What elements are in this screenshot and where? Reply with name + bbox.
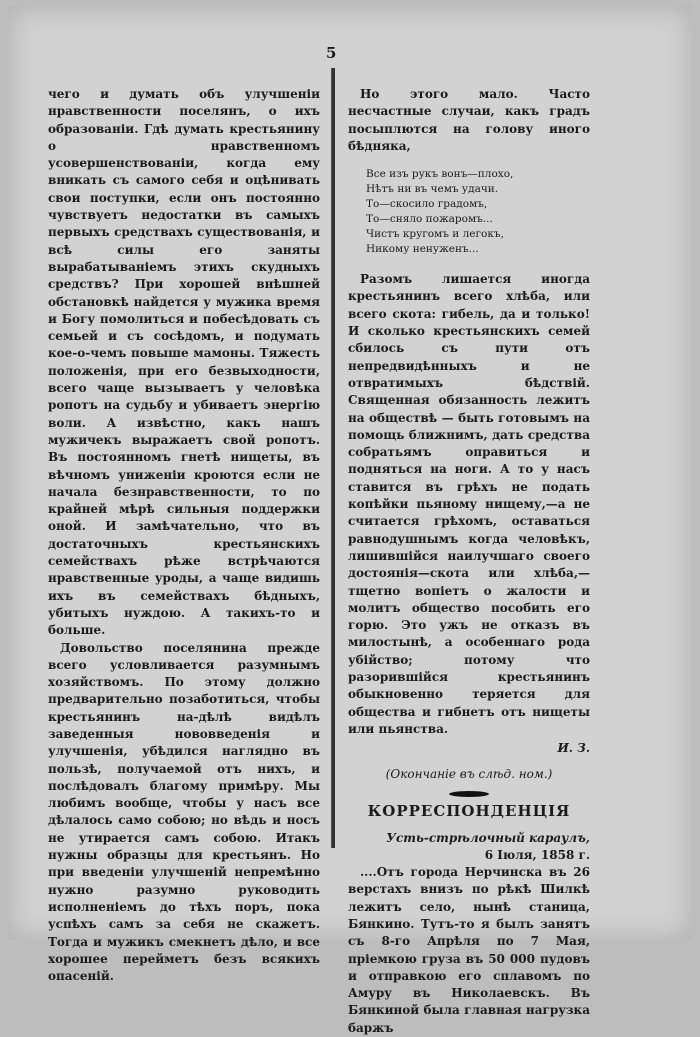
poem-line: Нѣтъ ни въ чемъ удачи.: [366, 183, 499, 196]
page-number: 5: [326, 44, 337, 62]
poem-line: Чистъ кругомъ и легокъ,: [366, 228, 504, 241]
column-divider: [331, 68, 335, 848]
section-title: КОРРЕСПОНДЕНЦІЯ: [367, 801, 571, 820]
ornament-divider: [348, 791, 590, 797]
dateline: [348, 830, 590, 864]
continuation-note: (Окончаніе въ слѣд. ном.): [385, 766, 553, 781]
poem-line: Все изъ рукъ вонъ—плохо,: [366, 168, 514, 181]
poem: [366, 167, 590, 257]
correspondence-text: ....Отъ города Нерчинска въ 26 верстахъ внизъ по рѣкѣ Шилкѣ лежитъ село, нынѣ станица, Бянкино. Тутъ-то я былъ занятъ съ 8-го Апрѣля по 7 Мая, пріемкою груза въ 50 000 пудовъ и отправкою его сплавомъ по Амуру въ Николаевскъ. Въ Бянкиной была главная нагрузка баржъ: [348, 865, 590, 1035]
author-signature: И. З.: [557, 741, 590, 756]
newspaper-page: [8, 6, 692, 1035]
poem-line: Никому ненуженъ...: [366, 243, 479, 256]
ornament-shape: [449, 791, 489, 797]
right-intro: Но этого мало. Часто несчастные случаи, какъ градъ посыплются на голову иного бѣдняка,: [348, 87, 590, 153]
dateline-date: 6 Іюля, 1858 г.: [484, 848, 590, 863]
poem-line: То—скосило градомъ,: [366, 198, 488, 211]
left-paragraph-1: чего и думать объ улучшеніи нравственности поселянъ, о ихъ образованіи. Гдѣ думать крестьянину о нравственномъ усовершенствованіи, когда ему вникать съ самого себя и оцѣнивать свои поступки, если онъ постоянно чувствуетъ недостатки въ самыхъ первыхъ средствахъ существованія, и всѣ силы его заняты вырабатываніемъ этихъ скудныхъ средствъ? При хорошей внѣшней обстановкѣ найдется у мужика время и Богу помолиться и побесѣдовать съ семьей и съ сосѣдомъ, и подумать кое-о-чемъ повыше мамоны. Тяжесть положенія, при его безвыходности, всего чаще вызываетъ у человѣка ропотъ на судьбу и убиваетъ энергію воли. А извѣстно, какъ нашъ мужичекъ выражаетъ свой ропотъ. Въ постоянномъ гнетѣ нищеты, въ вѣчномъ униженіи кроются если не начала безнравственности, то по крайней мѣрѣ сильныя поддержки оной. И замѣчательно, что въ достаточныхъ крестьянскихъ семействахъ рѣже встрѣчаются нравственные уроды, а чаще видишь ихъ въ семействахъ бѣдныхъ, убитыхъ нуждою. А такихъ-то и больше.: [48, 87, 320, 638]
left-column: [48, 86, 320, 985]
dateline-place: Усть-стрѣлочный караулъ,: [386, 831, 590, 846]
right-column: [348, 86, 590, 1037]
right-paragraph: Разомъ лишается иногда крестьянинъ всего хлѣба, или всего скота: гибель, да и только! И сколько крестьянскихъ семей сбилось съ пути отъ непредвидѣнныхъ и не отвратимыхъ бѣдствій. Священная обязанность лежитъ на обществѣ — быть готовымъ на помощь ближнимъ, дать средства собратьямъ оправиться и подняться на ноги. А то у насъ ставится въ грѣхъ не подать копѣйки пьяному нищему,—а не считается грѣхомъ, оставаться равнодушнымъ когда человѣкъ, лишившійся наилучшаго своего достоянія—скота или хлѣба,—тщетно вопіетъ о жалости и молитъ общество пособить его горю. Это ужъ не отказъ въ милостынѣ, а особеннаго рода убійство; потому что разорившійся крестьянинъ обыкновенно теряется для общества и гибнетъ отъ нищеты или пьянства.: [348, 272, 590, 736]
left-paragraph-2: Довольство поселянина прежде всего условливается разумнымъ хозяйствомъ. По этому должно предварительно позаботиться, чтобы крестьянинъ на-дѣлѣ видѣлъ заведенныя нововведенія и улучшенія, убѣдился наглядно въ пользѣ, получаемой отъ нихъ, и послѣдовалъ благому примѣру. Мы любимъ вообще, чтобы у насъ все дѣлалось само собою; но вѣдь и носъ не утирается самъ собою. Итакъ нужны образцы для крестьянъ. Но при введеніи улучшеній непремѣнно нужно разумно руководить исполненіемъ до тѣхъ поръ, пока успѣхъ самъ за себя не скажетъ. Тогда и мужикъ смекнетъ дѣло, и все хорошее перейметъ безъ всякихъ опасеній.: [48, 640, 320, 984]
poem-line: То—сняло пожаромъ...: [366, 213, 493, 226]
